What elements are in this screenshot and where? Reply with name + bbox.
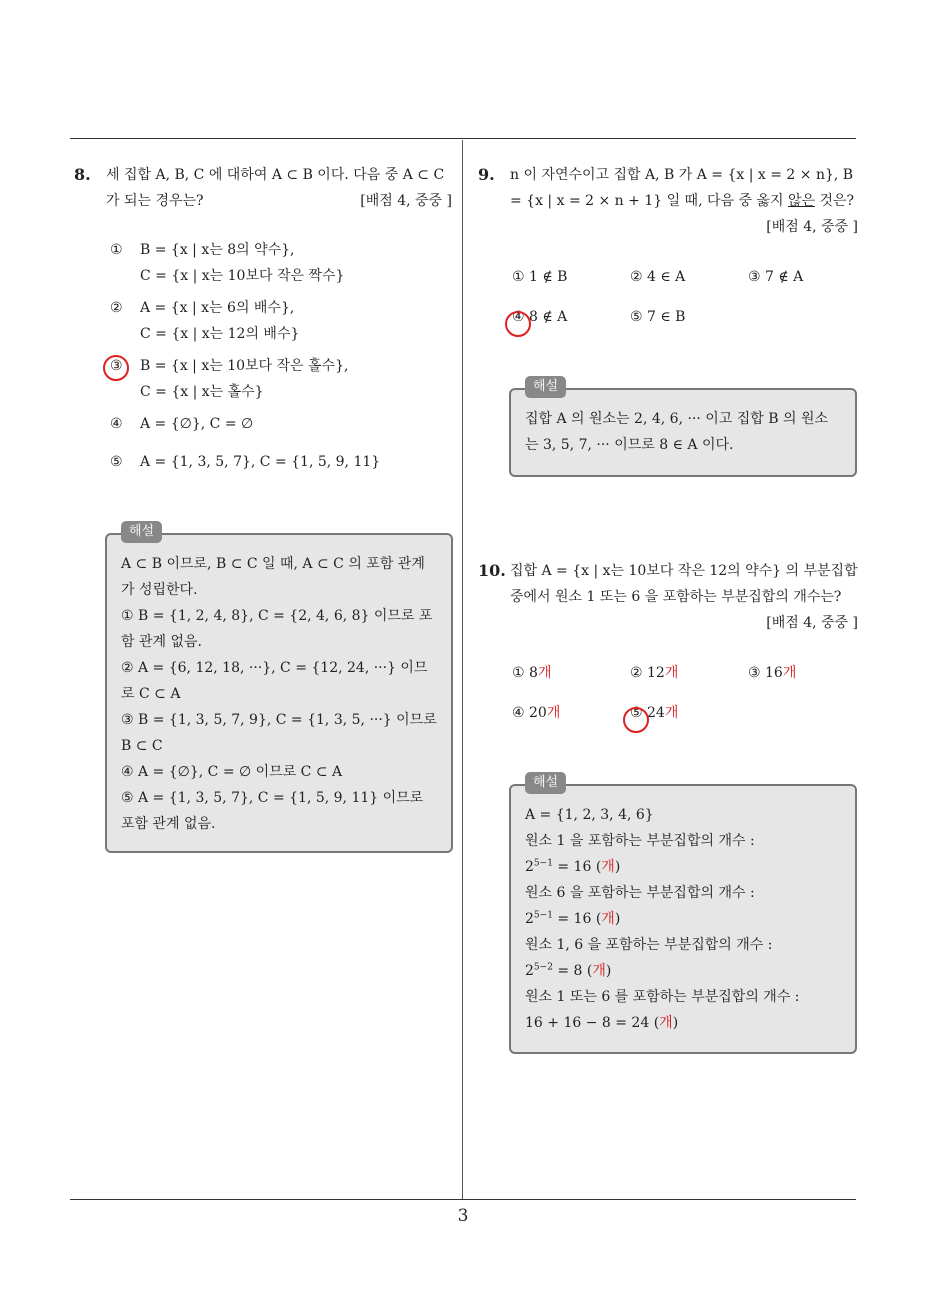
q10-choices — [512, 660, 852, 740]
q10-choice-2[interactable] — [630, 660, 678, 686]
q10-choice-row-2 — [512, 700, 852, 740]
q9-header — [478, 162, 858, 235]
q10-choice-3-mark: ③ — [748, 665, 761, 681]
q10-choice-2-value: 12 — [647, 665, 665, 681]
top-rule — [70, 138, 856, 139]
question-9 — [478, 162, 858, 240]
q8-choice-1-mark: ① — [110, 242, 123, 258]
column-divider — [462, 140, 463, 1200]
q9-meta: [배점 4, 중중 ] — [766, 219, 858, 235]
calc-rest: = 8 ( — [552, 963, 593, 979]
q8-choice-1-line1: B = {x | x는 8의 약수}, — [140, 242, 295, 258]
q10-solution-line: 원소 1 또는 6 를 포함하는 부분집합의 개수 : — [525, 989, 800, 1005]
q10-choice-4[interactable] — [512, 700, 560, 726]
q8-choice-3-mark-answer-circle: ③ — [110, 353, 123, 379]
q9-choice-2[interactable] — [630, 264, 685, 290]
q8-choice-3[interactable] — [110, 353, 450, 405]
q10-choice-3-unit: 개 — [782, 665, 797, 681]
q10-meta: [배점 4, 중중 ] — [766, 615, 858, 631]
q8-choice-3-line2: C = {x | x는 홀수} — [140, 384, 264, 400]
q8-choice-5-mark: ⑤ — [110, 454, 123, 470]
q10-solution-line: 원소 1, 6 을 포함하는 부분집합의 개수 : — [525, 937, 773, 953]
q10-solution-tag: 해설 — [525, 772, 566, 794]
q8-solution-line: ② A = {6, 12, 18, ···}, C = {12, 24, ···} 이므로 C ⊂ A — [121, 660, 428, 702]
q8-solution-line: ③ B = {1, 3, 5, 7, 9}, C = {1, 3, 5, ···} 이므로 B ⊂ C — [121, 712, 437, 754]
q10-choice-4-mark: ④ — [512, 705, 525, 721]
question-8 — [74, 162, 452, 214]
calc-base: 2 — [525, 963, 534, 979]
q9-choice-1-text: 1 ∉ B — [529, 269, 568, 285]
page-number: 3 — [457, 1206, 469, 1226]
q10-solution-calc — [525, 958, 841, 984]
q9-choice-1[interactable] — [512, 264, 567, 290]
q8-solution-box — [105, 524, 453, 853]
q10-choice-4-unit: 개 — [546, 705, 561, 721]
q8-choice-2[interactable] — [110, 295, 450, 347]
q10-choice-5[interactable] — [630, 700, 678, 726]
q8-choice-1[interactable] — [110, 237, 450, 289]
calc-exponent: 5−1 — [533, 910, 553, 921]
q9-choice-5-text: 7 ∈ B — [647, 309, 686, 325]
q8-solution-line: A ⊂ B 이므로, B ⊂ C 일 때, A ⊂ C 의 포함 관계가 성립한다. — [121, 556, 425, 598]
q10-choice-row-1 — [512, 660, 852, 700]
q10-choice-2-mark: ② — [630, 665, 643, 681]
q9-choice-5-mark: ⑤ — [630, 309, 643, 325]
calc-close: ) — [614, 859, 621, 875]
q8-solution-line: ⑤ A = {1, 3, 5, 7}, C = {1, 5, 9, 11} 이므로 포함 관계 없음. — [121, 790, 424, 832]
q10-choice-5-unit: 개 — [664, 705, 679, 721]
q9-choice-row-1 — [512, 264, 852, 304]
q9-text-a: n 이 자연수이고 집합 A, B 가 A = {x | x = 2 × n}, B = {x | x = 2 × n + 1} 일 때, 다음 중 옳지 — [510, 167, 854, 209]
q10-choice-4-value: 20 — [529, 705, 547, 721]
q8-number: 8. — [74, 165, 91, 184]
q9-choice-2-text: 4 ∈ A — [647, 269, 686, 285]
calc-unit: 개 — [592, 963, 606, 979]
calc-rest: = 16 ( — [552, 859, 602, 875]
q8-choice-4-mark: ④ — [110, 416, 123, 432]
q10-number: 10. — [478, 561, 506, 580]
calc-base: 2 — [525, 911, 534, 927]
q10-choice-2-unit: 개 — [664, 665, 679, 681]
q10-solution-calc — [525, 854, 841, 880]
calc-exponent: 5−1 — [533, 858, 553, 869]
q10-solution-line: 원소 1 을 포함하는 부분집합의 개수 : — [525, 833, 755, 849]
q10-solution-calc — [525, 1010, 841, 1036]
q9-choice-2-mark: ② — [630, 269, 643, 285]
q9-choice-row-2 — [512, 304, 852, 344]
calc-unit: 개 — [601, 911, 615, 927]
q10-choice-5-value: 24 — [647, 705, 665, 721]
calc-close: ) — [605, 963, 612, 979]
q9-choice-1-mark: ① — [512, 269, 525, 285]
calc-exponent: 5−2 — [533, 962, 553, 973]
q9-choice-3-text: 7 ∉ A — [765, 269, 804, 285]
q9-text-underlined: 않은 — [787, 193, 816, 209]
q8-choice-4[interactable] — [110, 411, 450, 437]
q8-text: 세 집합 A, B, C 에 대하여 A ⊂ B 이다. 다음 중 A ⊂ C 가 되는 경우는? — [106, 167, 445, 209]
q10-solution-box — [509, 775, 857, 1054]
q9-solution-line: 집합 A 의 원소는 2, 4, 6, ··· 이고 집합 B 의 원소는 3, 5, 7, ··· 이므로 8 ∈ A 이다. — [525, 411, 829, 453]
q9-choices — [512, 264, 852, 344]
q10-choice-1-unit: 개 — [537, 665, 552, 681]
q9-solution-tag: 해설 — [525, 376, 566, 398]
q8-choice-5[interactable] — [110, 449, 450, 475]
calc-rest: = 16 ( — [552, 911, 602, 927]
q8-choice-4-line1: A = {∅}, C = ∅ — [140, 416, 254, 432]
q10-choice-3-value: 16 — [765, 665, 783, 681]
q9-choice-4-text: 8 ∉ A — [529, 309, 568, 325]
q8-solution-line: ④ A = {∅}, C = ∅ 이므로 C ⊂ A — [121, 764, 343, 780]
calc-unit: 개 — [601, 859, 615, 875]
q10-solution-set: A = {1, 2, 3, 4, 6} — [525, 807, 654, 823]
q8-meta: [배점 4, 중중 ] — [360, 193, 452, 209]
bottom-rule — [70, 1199, 856, 1200]
q10-header — [478, 558, 858, 631]
calc-close: ) — [672, 1015, 679, 1031]
q10-choice-1-mark: ① — [512, 665, 525, 681]
q9-number: 9. — [478, 165, 495, 184]
q8-choice-2-mark: ② — [110, 300, 123, 316]
calc-base: 2 — [525, 859, 534, 875]
q8-choice-1-line2: C = {x | x는 10보다 작은 짝수} — [140, 268, 345, 284]
q8-choice-2-line2: C = {x | x는 12의 배수} — [140, 326, 300, 342]
calc-expression: 16 + 16 − 8 = 24 ( — [525, 1015, 660, 1031]
q9-text-b: 것은? — [815, 193, 855, 209]
question-10 — [478, 558, 858, 636]
q10-choice-1-value: 8 — [529, 665, 538, 681]
calc-unit: 개 — [659, 1015, 673, 1031]
q9-choice-3-mark: ③ — [748, 269, 761, 285]
q8-choice-3-line1: B = {x | x는 10보다 작은 홀수}, — [140, 358, 349, 374]
q10-text: 집합 A = {x | x는 10보다 작은 12의 약수} 의 부분집합 중에서 원소 1 또는 6 을 포함하는 부분집합의 개수는? — [510, 563, 858, 605]
calc-close: ) — [614, 911, 621, 927]
q9-choice-4-mark-answer-circle: ④ — [512, 309, 525, 325]
q10-solution-calc — [525, 906, 841, 932]
q8-solution-tag: 해설 — [121, 521, 162, 543]
q8-choice-2-line1: A = {x | x는 6의 배수}, — [140, 300, 295, 316]
q9-choice-3[interactable] — [748, 264, 803, 290]
q8-solution-line: ① B = {1, 2, 4, 8}, C = {2, 4, 6, 8} 이므로 포함 관계 없음. — [121, 608, 433, 650]
q8-choice-5-line1: A = {1, 3, 5, 7}, C = {1, 5, 9, 11} — [140, 454, 381, 470]
q8-header — [74, 162, 452, 214]
q10-choice-1[interactable] — [512, 660, 551, 686]
q10-choice-3[interactable] — [748, 660, 796, 686]
q10-solution-line: 원소 6 을 포함하는 부분집합의 개수 : — [525, 885, 755, 901]
q9-choice-5[interactable] — [630, 304, 685, 330]
q10-choice-5-mark-answer-circle: ⑤ — [630, 705, 643, 721]
q8-choices — [110, 237, 450, 475]
q9-choice-4[interactable] — [512, 304, 567, 330]
q9-solution-box — [509, 379, 857, 477]
